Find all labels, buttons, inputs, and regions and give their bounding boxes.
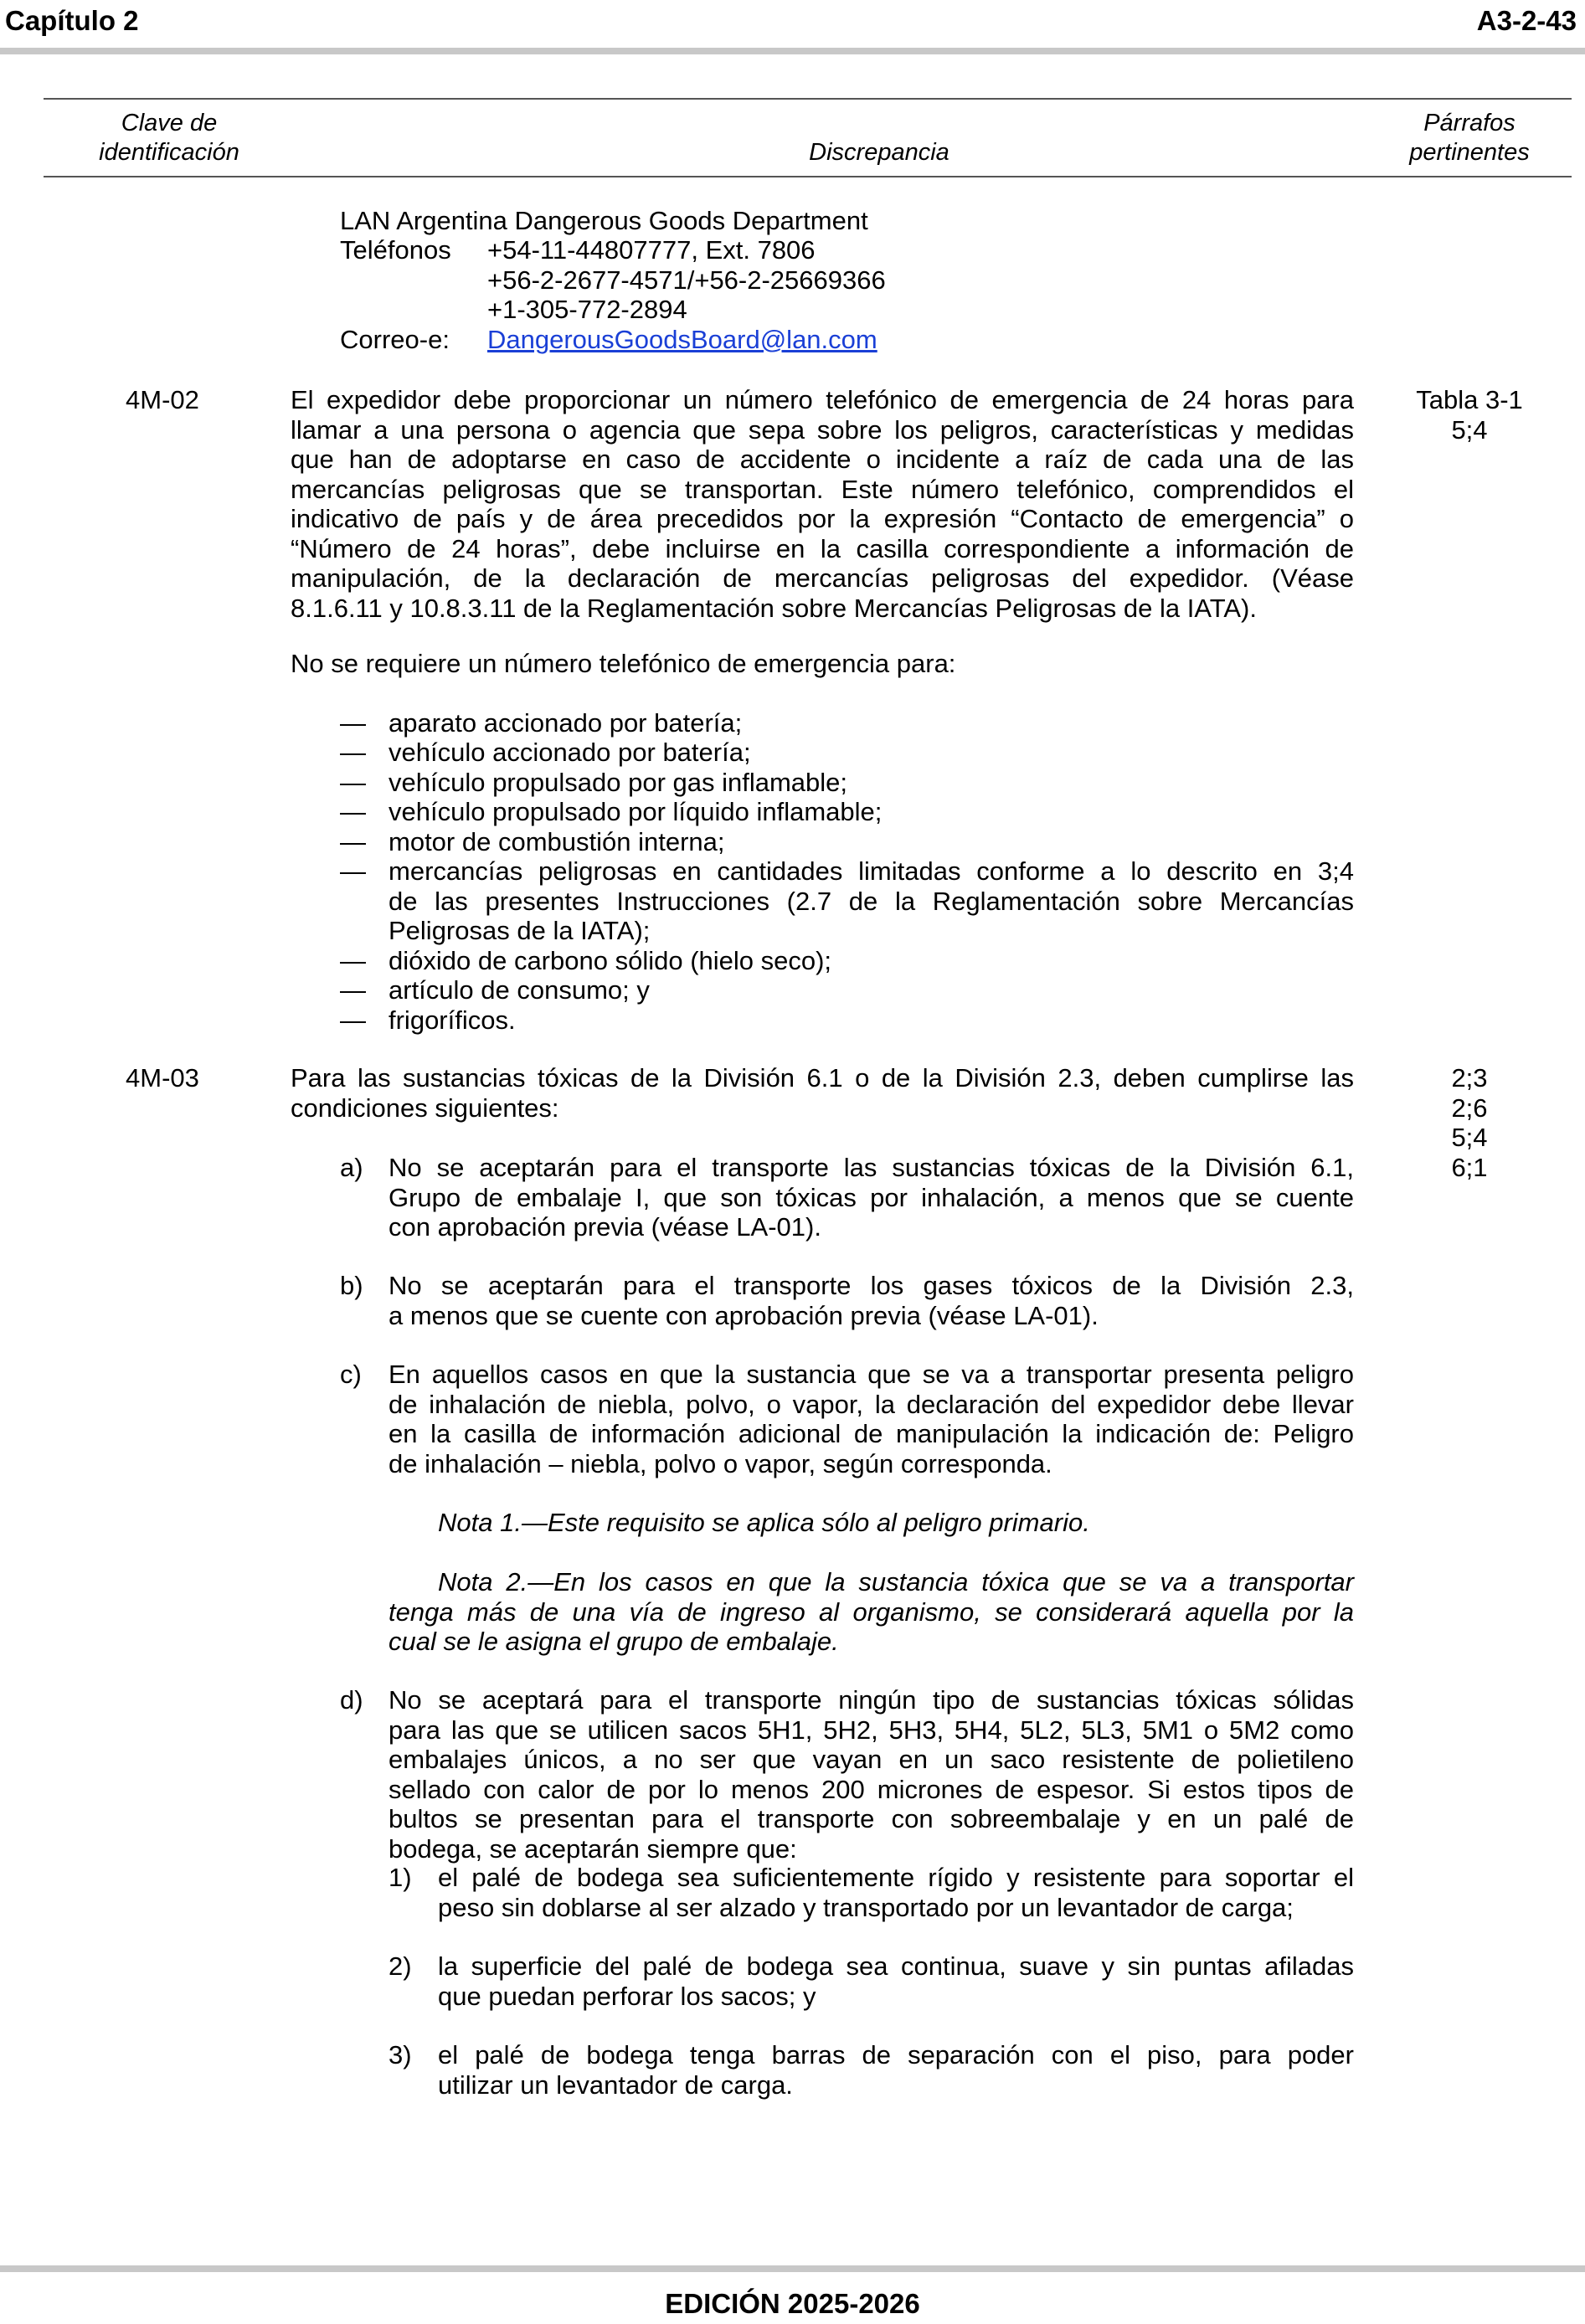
chapter-title: Capítulo 2 — [5, 5, 139, 36]
entry-intro-4m-03: Para las sustancias tóxicas de la División 6.1 o de la División 2.3, deben cumplirse las condiciones siguientes: — [291, 1063, 1354, 1123]
contact-department: LAN Argentina Dangerous Goods Department — [340, 206, 868, 235]
reference-item: Tabla 3-1 — [1416, 385, 1523, 414]
reference-item: 5;4 — [1451, 414, 1488, 445]
entry-refs-4m-02 — [1373, 385, 1566, 445]
reference-item: 5;4 — [1451, 1123, 1488, 1152]
contact-phone: +1-305-772-2894 — [487, 295, 687, 324]
subitem-2-text: la superficie del palé de bodega sea continua, suave y sin puntas afiladas que puedan perforar los sacos; y — [438, 1951, 1354, 2011]
list-item: aparato accionado por batería; — [389, 708, 743, 738]
contact-phone: +54-11-44807777, Ext. 7806 — [487, 235, 816, 265]
subitem-3-text: el palé de bodega tenga barras de separación con el piso, para poder utilizar un levantador de carga. — [438, 2040, 1354, 2100]
list-dash: — — [340, 768, 366, 797]
list-dash: — — [340, 738, 366, 767]
item-b-text: No se aceptarán para el transporte los gases tóxicos de la División 2.3, a menos que se cuente con aprobación previa (véase LA-01). — [389, 1271, 1354, 1330]
list-item: frigoríficos. — [389, 1005, 516, 1035]
list-item: dióxido de carbono sólido (hielo seco); — [389, 946, 832, 975]
column-header-key — [44, 109, 295, 167]
page-reference: A3-2-43 — [1476, 5, 1577, 36]
contact-email-link[interactable]: DangerousGoodsBoard@lan.com — [487, 325, 877, 354]
entry-key-4m-02: 4M-02 — [126, 385, 199, 414]
table-top-rule — [44, 98, 1572, 100]
list-dash: — — [340, 946, 366, 975]
entry-paragraph-4m-02: El expedidor debe proporcionar un número telefónico de emergencia de 24 horas para llamar a una persona o agencia que sepa sobre los peligros, características y medidas que han de adoptarse en caso de accidente o incidente a raíz de cada una de las mercancías peligrosas que se transportan. Este número telefónico, comprendidos el indicativo de país y de área precedidos por la expresión “Contacto de emergencia” o “Número de 24 horas”, debe incluirse en la casilla correspondiente a información de manipulación, de la declaración de mercancías peligrosas del expedidor. (Véase 8.1.6.11 y 10.8.3.11 de la Reglamentación sobre Mercancías Peligrosas de la IATA). — [291, 385, 1354, 623]
list-item: artículo de consumo; y — [389, 975, 650, 1005]
item-a-text: No se aceptarán para el transporte las sustancias tóxicas de la División 6.1, Grupo de embalaje I, que son tóxicas por inhalación, a menos que se cuente con aprobación previa (véase LA-01). — [389, 1153, 1354, 1242]
list-item: vehículo propulsado por gas inflamable; — [389, 768, 848, 797]
column-header-references-line: pertinentes — [1409, 139, 1530, 166]
subitem-1-text: el palé de bodega sea suficientemente rígido y resistente para soportar el peso sin doblarse al ser alzado y transportado por un levantador de carga; — [438, 1863, 1354, 1922]
contact-phone: +56-2-2677-4571/+56-2-25669366 — [487, 265, 886, 295]
contact-email-label: Correo-e: — [340, 325, 450, 354]
item-label-a: a) — [340, 1153, 363, 1182]
entry-refs-4m-03 — [1373, 1063, 1566, 1182]
list-dash: — — [340, 797, 366, 826]
column-header-key-line: identificación — [99, 139, 239, 166]
subitem-label-1: 1) — [389, 1863, 412, 1892]
entry-key-4m-03: 4M-03 — [126, 1063, 199, 1093]
header-rule — [0, 48, 1585, 54]
list-item: vehículo accionado por batería; — [389, 738, 751, 767]
column-header-discrepancy: Discrepancia — [809, 139, 949, 166]
note-2: Nota 2.—En los casos en que la sustancia tóxica que se va a transportar tenga más de una vía de ingreso al organismo, se considerará aquella por la cual se le asigna el grupo de embalaje. — [389, 1567, 1354, 1656]
item-d-text: No se aceptará para el transporte ningún tipo de sustancias tóxicas sólidas para las que se utilicen sacos 5H1, 5H2, 5H3, 5H4, 5L2, 5L3, 5M1 o 5M2 como embalajes únicos, a no ser que vayan en un saco resistente de polietileno sellado con calor de por lo menos 200 micrones de espesor. Si estos tipos de bultos se presentan para el transporte con sobreembalaje y en un palé de bodega, se aceptarán siempre que: — [389, 1685, 1354, 1864]
reference-item: 6;1 — [1451, 1152, 1488, 1182]
edition-footer: EDICIÓN 2025-2026 — [665, 2288, 920, 2319]
list-dash: — — [340, 708, 366, 738]
subitem-label-3: 3) — [389, 2040, 412, 2069]
reference-item: 2;6 — [1451, 1093, 1488, 1123]
note-1: Nota 1.—Este requisito se aplica sólo al peligro primario. — [438, 1508, 1090, 1537]
subitem-label-2: 2) — [389, 1951, 412, 1981]
list-item: vehículo propulsado por líquido inflamable; — [389, 797, 883, 826]
footer-rule — [0, 2265, 1585, 2272]
column-header-references — [1365, 109, 1574, 167]
table-header-rule — [44, 176, 1572, 177]
reference-item: 2;3 — [1451, 1063, 1488, 1093]
list-dash: — — [340, 975, 366, 1005]
column-header-references-line: Párrafos — [1423, 110, 1516, 136]
list-dash: — — [340, 856, 366, 886]
column-header-key-line: Clave de — [121, 110, 218, 136]
item-label-d: d) — [340, 1685, 363, 1715]
item-label-b: b) — [340, 1271, 363, 1300]
list-dash: — — [340, 827, 366, 856]
contact-phones-label: Teléfonos — [340, 235, 451, 265]
list-item: motor de combustión interna; — [389, 827, 725, 856]
contact-email-item — [487, 325, 877, 355]
list-item: mercancías peligrosas en cantidades limitadas conforme a lo descrito en 3;4 de las presentes Instrucciones (2.7 de la Reglamentación sobre Mercancías Peligrosas de la IATA); — [389, 856, 1354, 945]
entry-note-4m-02: No se requiere un número telefónico de emergencia para: — [291, 649, 956, 678]
list-dash: — — [340, 1005, 366, 1035]
item-label-c: c) — [340, 1360, 362, 1389]
item-c-text: En aquellos casos en que la sustancia que se va a transportar presenta peligro de inhalación de niebla, polvo, o vapor, la declaración del expedidor debe llevar en la casilla de información adicional de manipulación la indicación de: Peligro de inhalación – niebla, polvo o vapor, según corresponda. — [389, 1360, 1354, 1478]
